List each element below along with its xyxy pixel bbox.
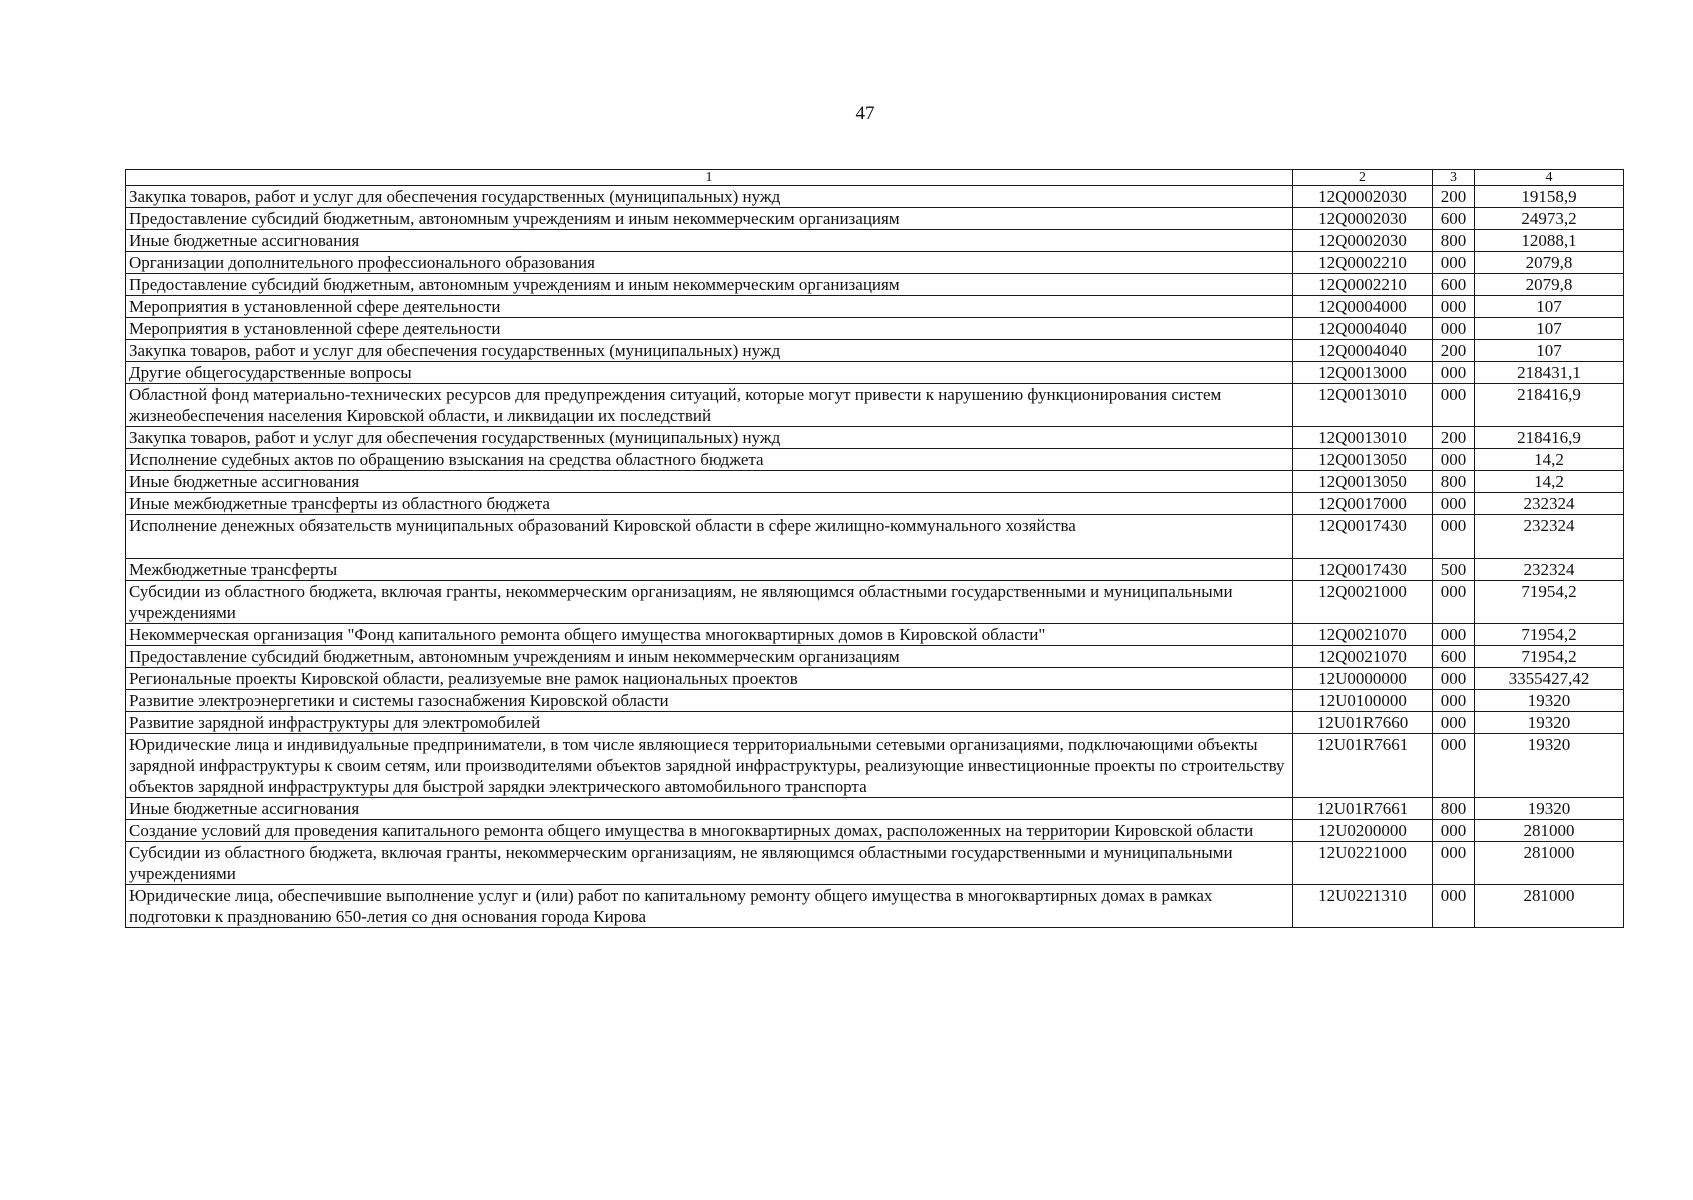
table-row [126,230,1624,252]
column-header-code: 2 [1293,170,1433,186]
row-name: Иные бюджетные ассигнования [126,230,1293,252]
table-row [126,384,1624,427]
row-type: 000 [1433,842,1475,885]
row-code: 12U0221000 [1293,842,1433,885]
row-name: Субсидии из областного бюджета, включая гранты, некоммерческим организациям, не являющимся областными государственными и муниципальными учреждениями [126,581,1293,624]
row-type: 000 [1433,493,1475,515]
row-code: 12Q0017430 [1293,559,1433,581]
table-row [126,515,1624,559]
row-name: Юридические лица и индивидуальные предприниматели, в том числе являющиеся территориальными сетевыми организациями, подключающими объекты зарядной инфраструктуры к своим сетям, или производителями объектов зарядной инфраструктуры, реализующие инвестиционные проекты по строительству объектов зарядной инфраструктуры для быстрой зарядки электрического автомобильного транспорта [126,734,1293,798]
page-number: 47 [855,103,875,124]
row-name: Закупка товаров, работ и услуг для обеспечения государственных (муниципальных) нужд [126,186,1293,208]
row-sum: 218431,1 [1475,362,1624,384]
row-type: 000 [1433,384,1475,427]
budget-table [125,169,1624,928]
row-sum: 281000 [1475,885,1624,928]
row-code: 12Q0021070 [1293,624,1433,646]
table-row [126,885,1624,928]
table-row [126,340,1624,362]
row-type: 000 [1433,668,1475,690]
row-code: 12U01R7660 [1293,712,1433,734]
row-type: 600 [1433,274,1475,296]
row-sum: 71954,2 [1475,581,1624,624]
row-sum: 12088,1 [1475,230,1624,252]
row-code: 12Q0004040 [1293,340,1433,362]
row-type: 000 [1433,624,1475,646]
row-type: 000 [1433,318,1475,340]
row-code: 12Q0013050 [1293,449,1433,471]
table-row [126,712,1624,734]
row-sum: 19158,9 [1475,186,1624,208]
row-type: 000 [1433,820,1475,842]
row-sum: 232324 [1475,559,1624,581]
row-code: 12Q0002210 [1293,274,1433,296]
row-code: 12Q0021070 [1293,646,1433,668]
row-sum: 107 [1475,318,1624,340]
row-sum: 71954,2 [1475,624,1624,646]
row-name: Иные бюджетные ассигнования [126,471,1293,493]
row-type: 800 [1433,230,1475,252]
row-name: Создание условий для проведения капитального ремонта общего имущества в многоквартирных домах, расположенных на территории Кировской области [126,820,1293,842]
table-row [126,274,1624,296]
table-row [126,252,1624,274]
table-row [126,842,1624,885]
row-code: 12Q0013010 [1293,427,1433,449]
row-sum: 2079,8 [1475,274,1624,296]
column-header-sum: 4 [1475,170,1624,186]
row-type: 600 [1433,208,1475,230]
row-name: Мероприятия в установленной сфере деятельности [126,296,1293,318]
table-row [126,427,1624,449]
table-row [126,581,1624,624]
row-name: Иные бюджетные ассигнования [126,798,1293,820]
row-type: 800 [1433,471,1475,493]
table-row [126,493,1624,515]
row-name: Организации дополнительного профессионального образования [126,252,1293,274]
row-sum: 218416,9 [1475,384,1624,427]
row-name: Мероприятия в установленной сфере деятельности [126,318,1293,340]
table-row [126,362,1624,384]
row-name: Юридические лица, обеспечившие выполнение услуг и (или) работ по капитальному ремонту общего имущества в многоквартирных домах в рамках подготовки к празднованию 650-летия со дня основания города Кирова [126,885,1293,928]
row-type: 000 [1433,252,1475,274]
row-type: 000 [1433,296,1475,318]
table-row [126,734,1624,798]
row-name: Закупка товаров, работ и услуг для обеспечения государственных (муниципальных) нужд [126,340,1293,362]
table-row [126,186,1624,208]
table-row [126,798,1624,820]
row-code: 12Q0013050 [1293,471,1433,493]
row-type: 200 [1433,186,1475,208]
row-name: Исполнение судебных актов по обращению взыскания на средства областного бюджета [126,449,1293,471]
row-code: 12U01R7661 [1293,798,1433,820]
row-code: 12Q0017000 [1293,493,1433,515]
row-sum: 19320 [1475,734,1624,798]
row-name: Межбюджетные трансферты [126,559,1293,581]
row-type: 000 [1433,690,1475,712]
row-name: Субсидии из областного бюджета, включая гранты, некоммерческим организациям, не являющимся областными государственными и муниципальными учреждениями [126,842,1293,885]
row-code: 12Q0013000 [1293,362,1433,384]
table-row [126,559,1624,581]
row-code: 12U0100000 [1293,690,1433,712]
row-code: 12Q0017430 [1293,515,1433,559]
table-row [126,449,1624,471]
row-name: Региональные проекты Кировской области, реализуемые вне рамок национальных проектов [126,668,1293,690]
table-row [126,296,1624,318]
row-type: 000 [1433,515,1475,559]
row-name: Закупка товаров, работ и услуг для обеспечения государственных (муниципальных) нужд [126,427,1293,449]
row-type: 200 [1433,427,1475,449]
row-type: 000 [1433,449,1475,471]
row-sum: 218416,9 [1475,427,1624,449]
table-row [126,668,1624,690]
row-code: 12U0000000 [1293,668,1433,690]
row-type: 600 [1433,646,1475,668]
row-name: Иные межбюджетные трансферты из областного бюджета [126,493,1293,515]
row-sum: 14,2 [1475,471,1624,493]
row-type: 200 [1433,340,1475,362]
row-sum: 14,2 [1475,449,1624,471]
row-code: 12U0200000 [1293,820,1433,842]
column-header-name: 1 [126,170,1293,186]
row-type: 000 [1433,362,1475,384]
row-code: 12Q0002030 [1293,208,1433,230]
row-sum: 19320 [1475,798,1624,820]
row-sum: 232324 [1475,493,1624,515]
table-row [126,471,1624,493]
row-type: 000 [1433,581,1475,624]
row-code: 12Q0002030 [1293,186,1433,208]
row-name: Некоммерческая организация "Фонд капитального ремонта общего имущества многоквартирных домов в Кировской области" [126,624,1293,646]
row-name: Предоставление субсидий бюджетным, автономным учреждениям и иным некоммерческим организациям [126,274,1293,296]
table-row [126,624,1624,646]
row-type: 000 [1433,734,1475,798]
row-sum: 232324 [1475,515,1624,559]
row-type: 500 [1433,559,1475,581]
row-type: 000 [1433,712,1475,734]
row-sum: 19320 [1475,712,1624,734]
row-name: Исполнение денежных обязательств муниципальных образований Кировской области в сфере жилищно-коммунального хозяйства [126,515,1293,559]
table-row [126,646,1624,668]
row-sum: 24973,2 [1475,208,1624,230]
row-code: 12Q0002210 [1293,252,1433,274]
row-code: 12Q0021000 [1293,581,1433,624]
row-code: 12Q0013010 [1293,384,1433,427]
row-name: Другие общегосударственные вопросы [126,362,1293,384]
table-row [126,318,1624,340]
row-name: Развитие зарядной инфраструктуры для электромобилей [126,712,1293,734]
row-name: Областной фонд материально-технических ресурсов для предупреждения ситуаций, которые могут привести к нарушению функционирования систем жизнеобеспечения населения Кировской области, и ликвидации их последствий [126,384,1293,427]
table-row [126,208,1624,230]
row-name: Предоставление субсидий бюджетным, автономным учреждениям и иным некоммерческим организациям [126,208,1293,230]
row-code: 12Q0004000 [1293,296,1433,318]
row-type: 800 [1433,798,1475,820]
row-code: 12Q0002030 [1293,230,1433,252]
row-code: 12U0221310 [1293,885,1433,928]
row-sum: 107 [1475,340,1624,362]
table-row [126,820,1624,842]
row-name: Предоставление субсидий бюджетным, автономным учреждениям и иным некоммерческим организациям [126,646,1293,668]
row-name: Развитие электроэнергетики и системы газоснабжения Кировской области [126,690,1293,712]
row-type: 000 [1433,885,1475,928]
row-code: 12Q0004040 [1293,318,1433,340]
table-header-row [126,170,1624,186]
row-code: 12U01R7661 [1293,734,1433,798]
row-sum: 2079,8 [1475,252,1624,274]
row-sum: 107 [1475,296,1624,318]
column-header-type: 3 [1433,170,1475,186]
row-sum: 281000 [1475,820,1624,842]
row-sum: 71954,2 [1475,646,1624,668]
row-sum: 281000 [1475,842,1624,885]
table-row [126,690,1624,712]
row-sum: 19320 [1475,690,1624,712]
row-sum: 3355427,42 [1475,668,1624,690]
